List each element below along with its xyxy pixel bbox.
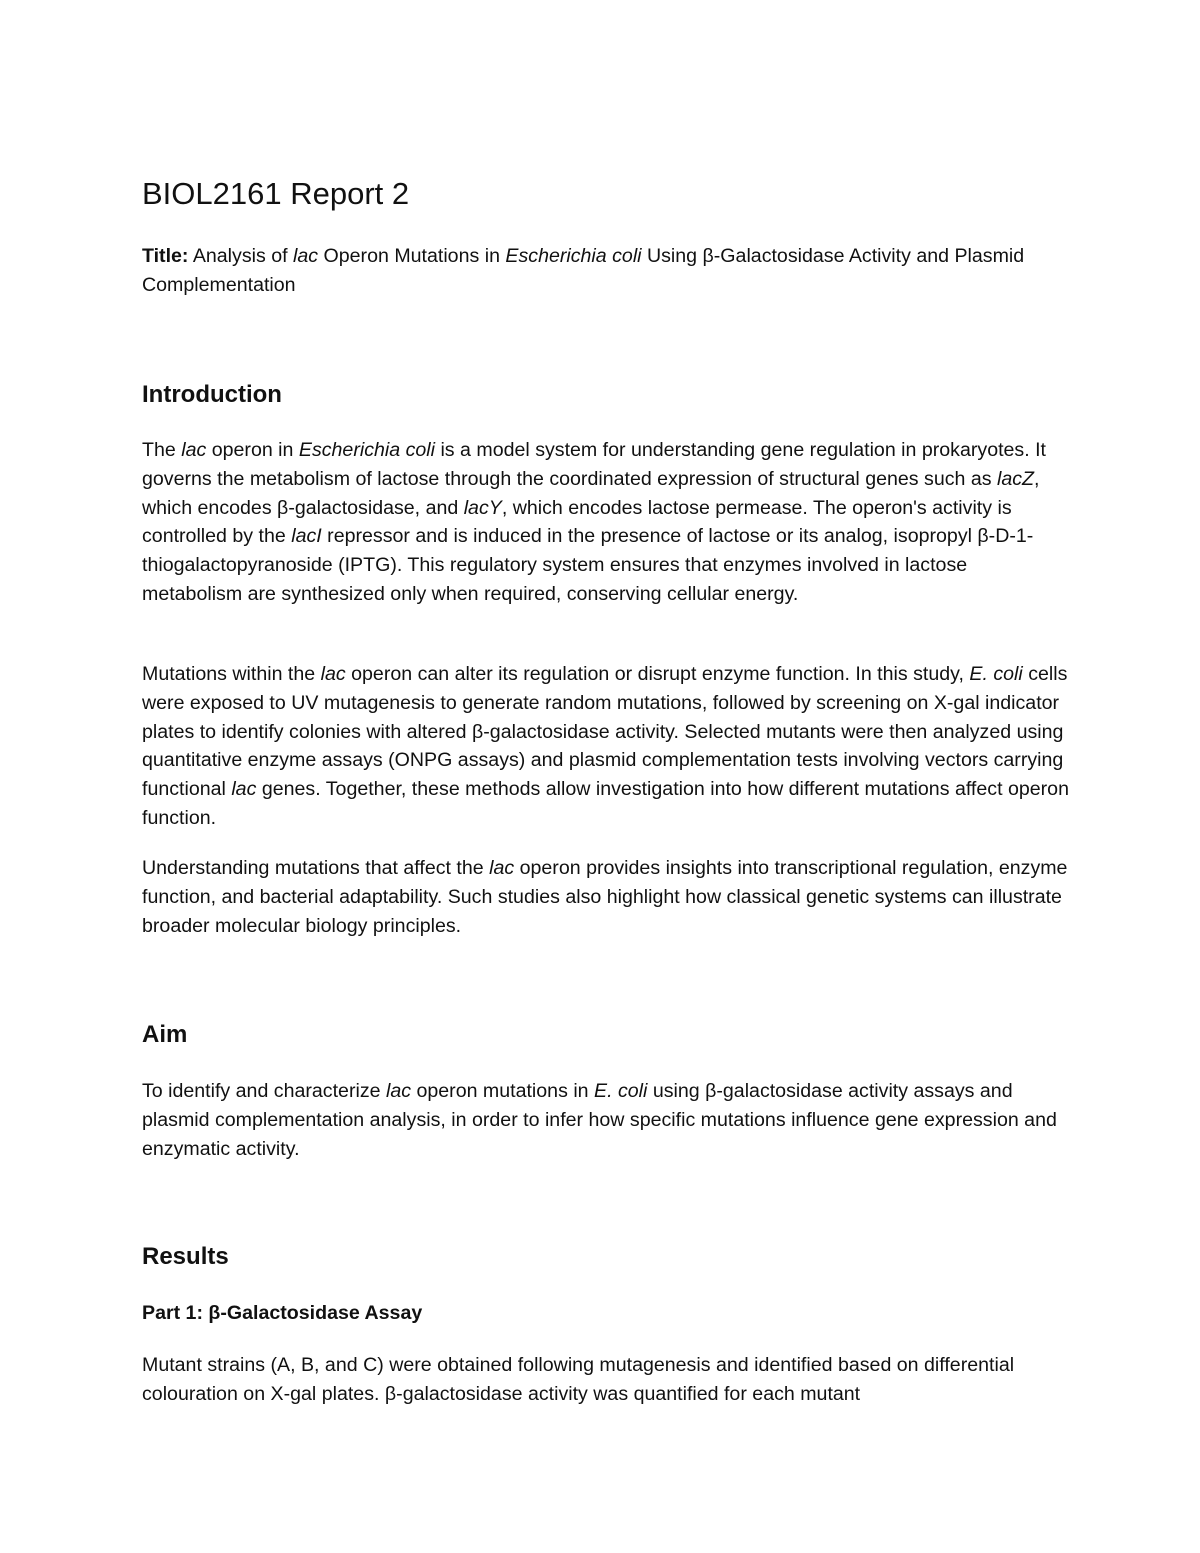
aim-heading: Aim	[142, 1021, 188, 1048]
introduction-paragraph-1: The lac operon in Escherichia coli is a model system for understanding gene regulation in prokaryotes. It governs the metabolism of lactose through the coordinated expression of structural genes such as lacZ, which encodes β-galactosidase, and lacY, which encodes lactose permease. The operon's activity is controlled by the lacI repressor and is induced in the presence of lactose or its analog, isopropyl β-D-1-thiogalactopyranoside (IPTG). This regulatory system ensures that enzymes involved in lactose metabolism are synthesized only when required, conserving cellular energy.	[142, 439, 1047, 605]
part-1-heading: Part 1: β-Galactosidase Assay	[142, 1302, 423, 1324]
introduction-heading: Introduction	[142, 381, 282, 408]
title-label: Title:	[142, 245, 189, 267]
aim-paragraph: To identify and characterize lac operon mutations in E. coli using β-galactosidase activity assays and plasmid complementation analysis, in order to infer how specific mutations influence gene expression and enzymatic activity.	[142, 1080, 1057, 1160]
introduction-paragraph-2: Mutations within the lac operon can alter its regulation or disrupt enzyme function. In this study, E. coli cells were exposed to UV mutagenesis to generate random mutations, followed by screening on X-gal indicator plates to identify colonies with altered β-galactosidase activity. Selected mutants were then analyzed using quantitative enzyme assays (ONPG assays) and plasmid complementation tests involving vectors carrying functional lac genes. Together, these methods allow investigation into how different mutations affect operon function.	[142, 663, 1069, 829]
document-title: BIOL2161 Report 2	[142, 176, 410, 211]
report-title-line: Title: Analysis of lac Operon Mutations in Escherichia coli Using β-Galactosidase Activity and Plasmid Complementation	[142, 245, 1025, 296]
results-heading: Results	[142, 1243, 229, 1270]
results-paragraph-1: Mutant strains (A, B, and C) were obtained following mutagenesis and identified based on differential colouration on X-gal plates. β-galactosidase activity was quantified for each mutant	[142, 1354, 1015, 1405]
introduction-paragraph-3: Understanding mutations that affect the lac operon provides insights into transcriptional regulation, enzyme function, and bacterial adaptability. Such studies also highlight how classical genetic systems can illustrate broader molecular biology principles.	[142, 857, 1068, 937]
